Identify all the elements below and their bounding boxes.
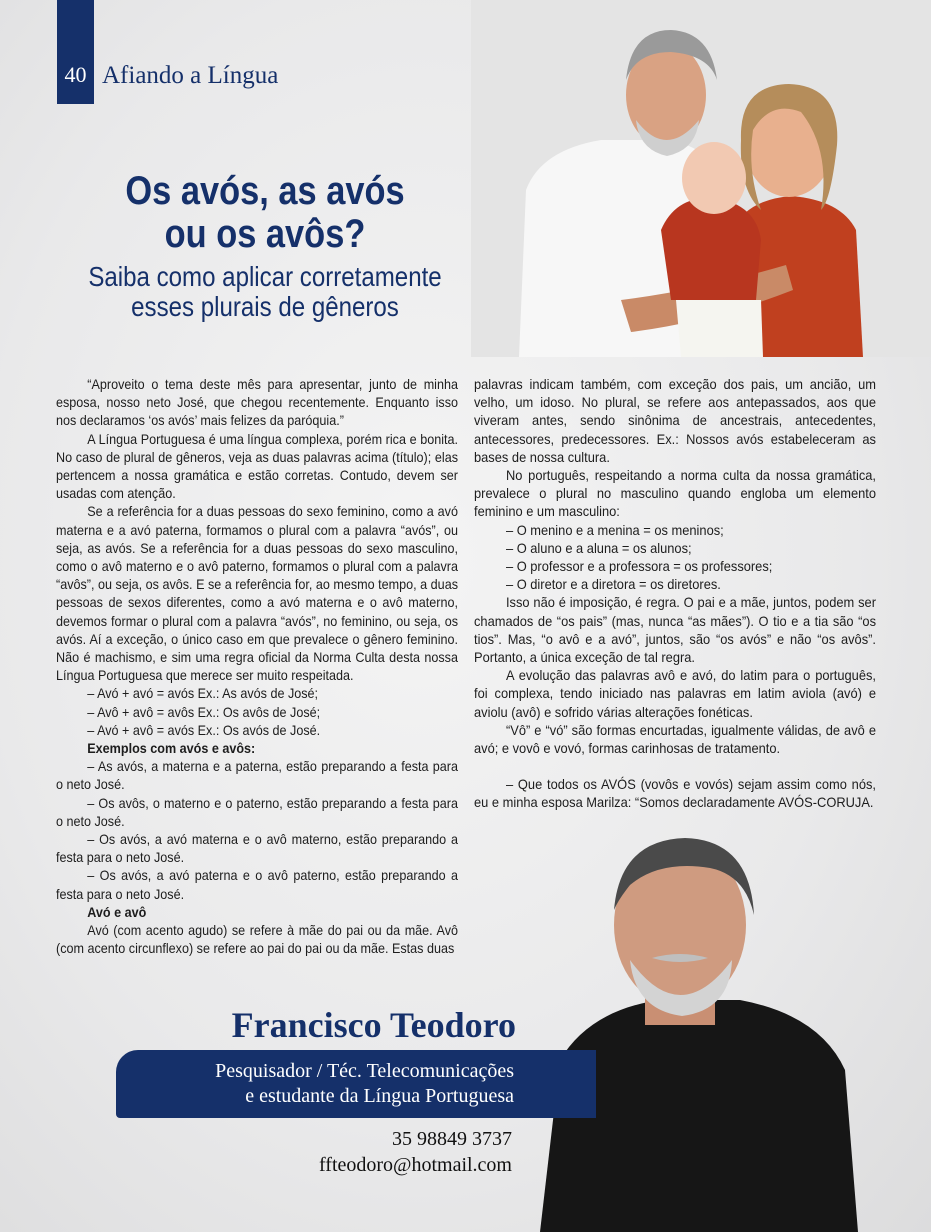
article-subtitle	[72, 262, 459, 322]
author-role-line-2: e estudante da Língua Portuguesa	[245, 1085, 514, 1107]
author-phone: 35 98849 3737	[392, 1128, 512, 1150]
author-role	[116, 1059, 514, 1109]
family-photo-illustration	[471, 0, 931, 357]
subtitle-line-2: esses plurais de gêneros	[131, 291, 399, 322]
author-photo	[540, 830, 870, 1232]
plural-item: – O diretor e a diretora = os diretores.	[505, 577, 721, 593]
paragraph-complexity: A Língua Portuguesa é uma língua complexa, porém rica e bonita. No caso de plural de gêneros, veja as duas palavras acima (título); elas pertencem a nossa gramática e estão corretas. Contudo, devem ser usadas com atenção.	[56, 431, 458, 502]
title-line-2: ou os avôs?	[164, 212, 366, 256]
paragraph-definition: Avó (com acento agudo) se refere à mãe do pai ou da mãe. Avô (com acento circunflexo) se refere ao pai do pai ou da mãe. Estas duas	[56, 923, 458, 957]
paragraph-formas: “Vô” e “vó” são formas encurtadas, igualmente válidas, de avô e avó; e vovô e vovó, formas carinhosas de tratamento.	[474, 722, 876, 757]
example-item: – Os avôs, o materno e o paterno, estão preparando a festa para o neto José.	[56, 795, 458, 829]
example-item: – As avós, a materna e a paterna, estão preparando a festa para o neto José.	[56, 759, 458, 793]
example-item: – Os avós, a avó materna e o avô materno, estão preparando a festa para o neto José.	[56, 832, 458, 866]
section-title: Afiando a Língua	[102, 62, 279, 89]
paragraph-rules: Se a referência for a duas pessoas do sexo feminino, como a avó materna e a avó paterna, formamos o plural com a palavra “avós”, ou seja, as avós. Se a referência for a duas pessoas do sexo masculino, como o avô materno e o avô paterno, formamos o plural com a palavra “avôs”, ou seja, os avôs. E se a referência for, ao mesmo tempo, a duas pessoas de sexos diferentes, como a avó materna e o avô materno, devemos formar o plural com a palavra “avós”, no feminino, ou seja, os avós. Aí a exceção, o único caso em que prevalece o gênero feminino. Não é machismo, e sim uma regra oficial da Norma Culta desta nossa Língua Portuguesa que merece ser muito respeitada.	[56, 504, 458, 684]
rule-item: – Avô + avô = avôs Ex.: Os avôs de José;	[87, 704, 321, 720]
rule-item: – Avó + avô = avós Ex.: Os avós de José.	[87, 722, 321, 738]
family-photo	[471, 0, 931, 357]
plural-item: – O aluno e a aluna = os alunos;	[505, 540, 692, 556]
rule-item: – Avó + avó = avós Ex.: As avós de José;	[87, 686, 319, 702]
page-number-bar	[57, 0, 94, 104]
author-role-line-1: Pesquisador / Téc. Telecomunicações	[215, 1060, 514, 1082]
subtitle-line-1: Saiba como aplicar corretamente	[88, 261, 442, 292]
example-item: – Os avós, a avó paterna e o avô paterno, estão preparando a festa para o neto José.	[56, 868, 458, 902]
page-number: 40	[64, 62, 87, 87]
plural-item: – O menino e a menina = os meninos;	[505, 522, 724, 538]
examples-heading: Exemplos com avós e avôs:	[87, 741, 256, 757]
spacer	[474, 758, 876, 776]
paragraph-evolucao: A evolução das palavras avô e avó, do latim para o português, foi complexa, tendo iniciado nas palavras em latim aviola (avó) e aviolu (avô) e sofrido várias alterações fonéticas.	[474, 668, 876, 720]
avo-heading: Avó e avô	[87, 904, 147, 920]
plural-item: – O professor e a professora = os professores;	[505, 559, 773, 575]
paragraph-regra: Isso não é imposição, é regra. O pai e a mãe, juntos, podem ser chamados de “os pais” (mas, nunca “as mães”). O tio e a tia são “os tios”. Mas, “o avô e a avó”, juntos, são “os avós” e não “os avôs”. Portanto, a única exceção de tal regra.	[474, 595, 876, 666]
paragraph-intro: “Aproveito o tema deste mês para apresentar, junto de minha esposa, nosso neto José, que chegou recentemente. Enquanto isso nos declaramos ‘os avós’ mais felizes da paróquia.”	[56, 377, 458, 429]
paragraph-closing: – Que todos os AVÓS (vovôs e vovós) sejam assim como nós, eu e minha esposa Marilza: “Somos declaradamente AVÓS-CORUJA.	[474, 777, 876, 811]
title-line-1: Os avós, as avós	[125, 169, 405, 213]
paragraph-continuation: palavras indicam também, com exceção dos pais, um ancião, um velho, um idoso. No plural, se refere aos antepassados, aos que viveram antes, sendo sinônima de ancestrais, antecedentes, antecessores, predecessores. Ex.: Nossos avós estabeleceram as bases de nossa cultura.	[474, 377, 876, 465]
author-photo-illustration	[540, 830, 870, 1232]
article-column-1	[56, 376, 458, 959]
author-email[interactable]: ffteodoro@hotmail.com	[318, 1154, 512, 1176]
article-title	[72, 170, 459, 256]
paragraph-norma-culta: No português, respeitando a norma culta da nossa gramática, prevalece o plural no masculino quando engloba um elemento feminino e um masculino:	[474, 468, 876, 520]
author-name: Francisco Teodoro	[231, 1005, 516, 1045]
article-column-2	[474, 376, 876, 813]
